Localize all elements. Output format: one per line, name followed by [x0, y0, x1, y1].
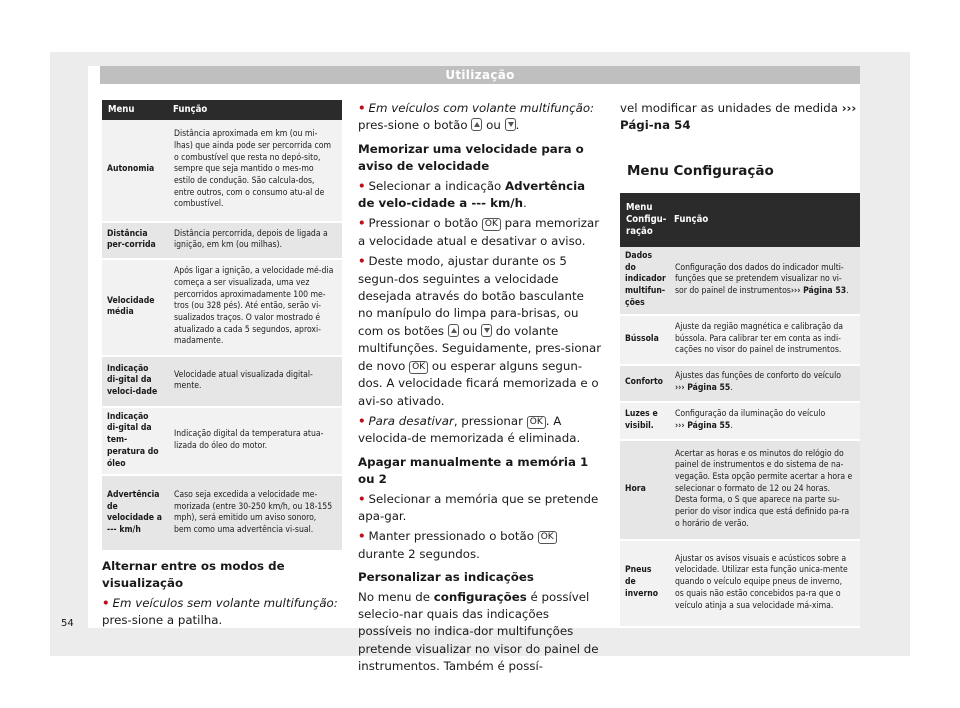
table2-func-cell: Configuração da iluminação do veículo ››› Página 55.: [668, 402, 860, 440]
table1-func-cell: Distância percorrida, depois de ligada a ignição, em km (ou milhas).: [167, 222, 342, 259]
heading-personalizar: Personalizar as indicações: [358, 570, 534, 585]
bullet-selecionar-memoria: • Selecionar a memória que se pretende apa-gar.: [358, 491, 599, 523]
page-reference-link[interactable]: ››› Pági-na 54: [620, 101, 857, 133]
display-menu-table: [102, 100, 342, 550]
table1-menu-cell: Velocidade média: [102, 259, 167, 356]
table1-func-cell: Indicação digital da temperatura atua-lizada do óleo do motor.: [167, 407, 342, 476]
heading-alternar: Alternar entre os modos de visualização: [102, 559, 285, 591]
paragraph-personalizar: No menu de configurações é possível selecio-nar quais das indicações possíveis no indica-dor multifunções pretende visualizar no visor do painel de instrumentos. Também é possí-: [358, 589, 599, 674]
table1-menu-cell: Autonomia: [102, 120, 167, 222]
table1-func-cell: Distância aproximada em km (ou mi-lhas) que ainda pode ser percorrida com o combustível que resta no depó-sito, sempre que seja mantido o mes-mo estilo de condução. São calcula-dos, entre outros, com o consumo atu-al de combustível.: [167, 120, 342, 222]
table1-header-funcao: Função: [167, 100, 342, 120]
bullet-desativar: • Para desativar, pressionar OK . A velocida-de memorizada é eliminada.: [358, 413, 581, 446]
page-reference-link[interactable]: ››› Página 55: [675, 383, 731, 394]
heading-apagar: Apagar manualmente a memória 1 ou 2: [358, 454, 589, 487]
table1-menu-cell: Distância per-corrida: [102, 222, 167, 259]
settings-menu-table: [620, 193, 860, 626]
table2-func-cell: Configuração dos dados do indicador multi-funções que se pretendem visualizar no vi-sor do painel de instrumentos››› Página 53.: [668, 247, 860, 315]
table2-header-funcao: Função: [668, 193, 860, 247]
table2-menu-cell: Dados do indicador multifun-ções: [620, 247, 668, 315]
table1-func-cell: Caso seja excedida a velocidade me-morizada (entre 30-250 km/h, ou 18-155 mph), será emitido um aviso sonoro, bem como uma advertência vi-sual.: [167, 475, 342, 550]
down-button-icon: [505, 118, 516, 131]
ok-key-icon: OK: [527, 416, 546, 429]
table2-menu-cell: Bússola: [620, 315, 668, 365]
table2-func-cell: Ajustes das funções de conforto do veículo ››› Página 55.: [668, 365, 860, 402]
bullet-sem-volante: • Em veículos sem volante multifunção: pres-sione a patilha.: [102, 595, 338, 628]
table1-func-cell: Velocidade atual visualizada digital-mente.: [167, 356, 342, 407]
table2-menu-cell: Luzes e visibil.: [620, 402, 668, 440]
table1-header-menu: Menu: [102, 100, 167, 120]
up-button-icon: [471, 118, 482, 131]
down-button-icon: [481, 324, 492, 337]
page-reference-link[interactable]: ››› Página 55: [675, 420, 731, 431]
table1-menu-cell: Indicação di-gital da veloci-dade: [102, 356, 167, 407]
bullet-com-volante: • Em veículos com volante multifunção: pres-sione o botão ou .: [358, 101, 595, 133]
page-reference-link[interactable]: ››› Página 53: [790, 286, 847, 297]
paragraph-unidades: vel modificar as unidades de medida ››› Pági-na 54: [620, 101, 857, 133]
section-title: Menu Configuração: [627, 163, 774, 179]
ok-key-icon: OK: [482, 218, 501, 231]
table2-menu-cell: Conforto: [620, 365, 668, 402]
table2-header-menu: Menu Configu-ração: [620, 193, 668, 247]
table2-menu-cell: Hora: [620, 440, 668, 540]
table2-func-cell: Acertar as horas e os minutos do relógio do painel de instrumentos e do sistema de na-vegação. Esta opção permite acertar a hora e selecionar o formato de 12 ou 24 horas. Desta forma, o S que aparece na parte su-perior do visor indica que está definido pa-ra o horário de verão.: [668, 440, 860, 540]
table1-func-cell: Após ligar a ignição, a velocidade mé-dia começa a ser visualizada, uma vez percorridos aproximadamente 100 me-tros (ou 328 pés). Até então, serão vi-sualizados traços. O valor mostrado é atualizado a cada 5 segundos, aproxi-madamente.: [167, 259, 342, 356]
table2-func-cell: Ajuste da região magnética e calibração da bússola. Para calibrar ter em conta as indi-cações no visor do painel de instrumentos.: [668, 315, 860, 365]
table1-menu-cell: Indicação di-gital da tem-peratura do óleo: [102, 407, 167, 476]
ok-key-icon: OK: [538, 531, 557, 544]
bullet-pressionar-ok: • Pressionar o botão OK para memorizar a velocidade atual e desativar o aviso.: [358, 216, 600, 248]
bullet-selecionar-indicacao: • Selecionar a indicação Advertência de velo-cidade a --- km/h.: [358, 178, 586, 211]
column-b-text: [358, 100, 602, 679]
page-header: Utilização: [100, 66, 860, 84]
up-button-icon: [448, 324, 459, 337]
column-a-text: [102, 552, 342, 633]
bullet-ajustar: • Deste modo, ajustar durante os 5 segun-dos seguintes a velocidade desejada através do botão basculante no manípulo do limpa para-brisas, ou com os botões ou do volante multifunções. Seguidamente, pres-sionar de novo OK ou esperar alguns segun-dos. A velocidade ficará memorizada e o avi-so ativado.: [358, 254, 602, 408]
heading-memorizar: Memorizar uma velocidade para o aviso de velocidade: [358, 141, 584, 174]
bullet-manter-ok: • Manter pressionado o botão OK durante 2 segundos.: [358, 528, 602, 563]
page-number: 54: [61, 618, 74, 629]
table2-menu-cell: Pneus de inverno: [620, 540, 668, 626]
ok-key-icon: OK: [409, 361, 428, 374]
table2-func-cell: Ajustar os avisos visuais e acústicos sobre a velocidade. Utilizar esta função unica-mente quando o veículo equipe pneus de inverno, os quais não estão concebidos pa-ra que o veículo atinja a sua velocidade má-xima.: [668, 540, 860, 626]
table1-menu-cell: Advertência de velocidade a --- km/h: [102, 475, 167, 550]
column-c-text: [620, 100, 860, 138]
